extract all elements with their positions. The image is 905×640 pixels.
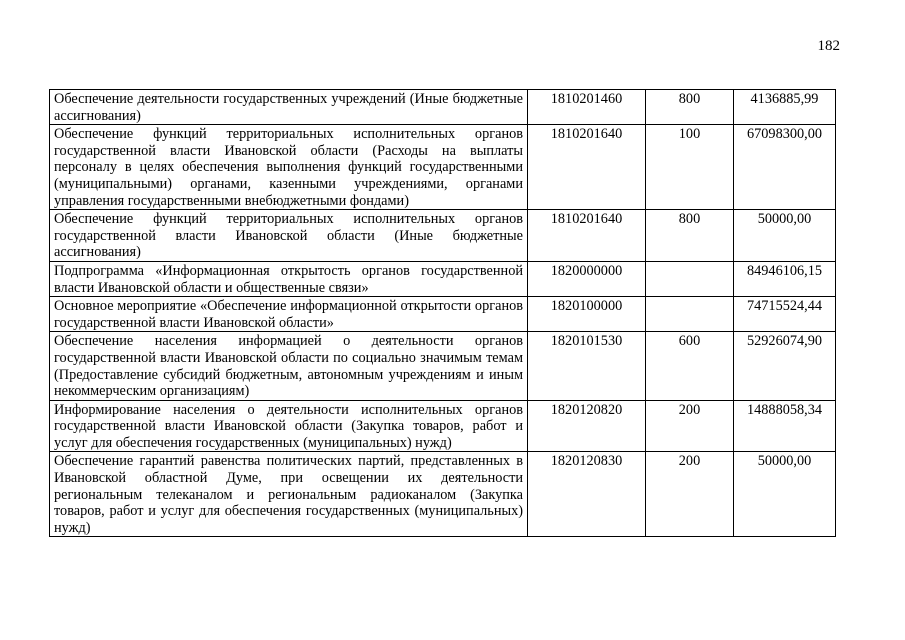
row-code-cell: 1810201640	[528, 125, 646, 210]
row-code-cell: 1810201640	[528, 210, 646, 262]
row-code-cell: 1820101530	[528, 332, 646, 400]
page-number: 182	[817, 38, 840, 54]
table-row	[50, 125, 836, 210]
row-name-cell: Обеспечение функций территориальных исполнительных органов государственной власти Ивановской области (Расходы на выплаты персоналу в целях обеспечения выполнения функций государственными (муниципальными) органами, казенными учреждениями, органами управления государственными внебюджетными фондами)	[50, 125, 528, 210]
row-name-cell: Основное мероприятие «Обеспечение информационной открытости органов государственной власти Ивановской области»	[50, 297, 528, 332]
row-name-cell: Информирование населения о деятельности исполнительных органов государственной власти Ивановской области (Закупка товаров, работ и услуг для обеспечения государственных (муниципальных) нужд)	[50, 400, 528, 452]
table-row	[50, 452, 836, 537]
table-row	[50, 261, 836, 296]
row-name-cell: Подпрограмма «Информационная открытость органов государственной власти Ивановской области и общественные связи»	[50, 261, 528, 296]
row-amount-cell: 4136885,99	[734, 90, 836, 125]
row-type-cell: 100	[646, 125, 734, 210]
row-amount-cell: 84946106,15	[734, 261, 836, 296]
row-name-cell: Обеспечение населения информацией о деятельности органов государственной власти Ивановской области по социально значимым темам (Предоставление субсидий бюджетным, автономным учреждениям и иным некоммерческим организациям)	[50, 332, 528, 400]
table-row	[50, 297, 836, 332]
row-type-cell: 200	[646, 400, 734, 452]
budget-table	[49, 89, 836, 537]
row-amount-cell: 74715524,44	[734, 297, 836, 332]
row-name-cell: Обеспечение деятельности государственных учреждений (Иные бюджетные ассигнования)	[50, 90, 528, 125]
table-row	[50, 400, 836, 452]
row-name-cell: Обеспечение функций территориальных исполнительных органов государственной власти Ивановской области (Иные бюджетные ассигнования)	[50, 210, 528, 262]
row-type-cell: 800	[646, 90, 734, 125]
row-code-cell: 1820120820	[528, 400, 646, 452]
row-type-cell: 200	[646, 452, 734, 537]
row-name-cell: Обеспечение гарантий равенства политических партий, представленных в Ивановской областной Думе, при освещении их деятельности региональным телеканалом и региональным радиоканалом (Закупка товаров, работ и услуг для обеспечения государственных (муниципальных) нужд)	[50, 452, 528, 537]
row-amount-cell: 50000,00	[734, 210, 836, 262]
row-code-cell: 1810201460	[528, 90, 646, 125]
row-code-cell: 1820100000	[528, 297, 646, 332]
row-code-cell: 1820120830	[528, 452, 646, 537]
row-amount-cell: 14888058,34	[734, 400, 836, 452]
row-type-cell	[646, 297, 734, 332]
row-code-cell: 1820000000	[528, 261, 646, 296]
row-type-cell	[646, 261, 734, 296]
row-type-cell: 800	[646, 210, 734, 262]
table-row	[50, 332, 836, 400]
row-amount-cell: 50000,00	[734, 452, 836, 537]
row-type-cell: 600	[646, 332, 734, 400]
row-amount-cell: 67098300,00	[734, 125, 836, 210]
table-row	[50, 210, 836, 262]
table-row	[50, 90, 836, 125]
row-amount-cell: 52926074,90	[734, 332, 836, 400]
